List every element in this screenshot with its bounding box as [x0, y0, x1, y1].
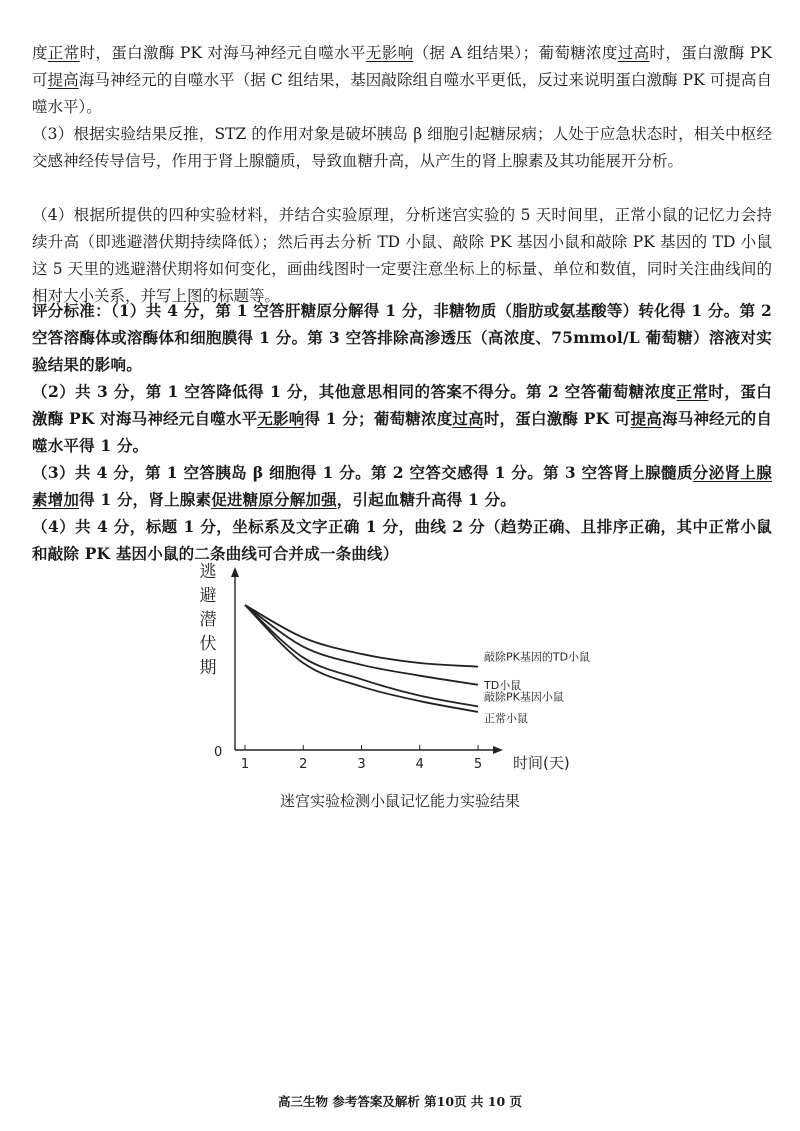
- x-tick-label: 2: [299, 757, 308, 772]
- text: 得 1 分；葡萄糖浓度: [304, 409, 453, 428]
- text: 海马神经元的自噬水平（据 C 组结果，基因敲除组自噬水平更低，反过来说明蛋白激酶 PK 可提高自噬水平）。: [32, 71, 772, 116]
- memory-latency-chart: [180, 555, 620, 815]
- scoring-criteria-1: 评分标准：（1）共 4 分，第 1 空答肝糖原分解得 1 分，非糖物质（脂肪或氨基酸等）转化得 1 分。第 2 空答溶酶体或溶酶体和细胞膜得 1 分。第 3 空答排除高渗透压（高浓度、75mmol/L 葡萄糖）溶液对实验结果的影响。: [32, 301, 772, 374]
- y-axis-label-char: 潜: [199, 610, 217, 630]
- text: 时，蛋白激酶 PK 对海马神经元自噬水平: [32, 382, 772, 428]
- scoring-criteria-3: [32, 459, 772, 513]
- answer-paragraph-4: （4）根据所提供的四种实验材料，并结合实验原理，分析迷宫实验的 5 天时间里，正常小鼠的记忆力会持续升高（即逃避潜伏期持续降低）；然后再去分析 TD 小鼠、敲除 PK 基因小鼠和敲除 PK 基因的 TD 小鼠这 5 天里的逃避潜伏期将如何变化，画曲线图时一定要注意坐标上的标量、单位和数值，同时关注曲线间的相对大小关系，并写上图的标题等。: [32, 206, 772, 305]
- text: （据 A 组结果）；葡萄糖浓度: [413, 44, 618, 62]
- answer-paragraph-2-continued: [32, 40, 772, 121]
- x-tick-label: 1: [240, 757, 250, 772]
- scoring-criteria-4: （4）共 4 分，标题 1 分，坐标系及文字正确 1 分，曲线 2 分（趋势正确、且排序正确，其中正常小鼠和敲除 PK 基因小鼠的二条曲线可合并成一条曲线）: [32, 517, 772, 563]
- underlined-text: 过高: [617, 44, 650, 62]
- series-label: 敲除PK基因小鼠: [484, 690, 564, 704]
- x-axis-label: 时间(天): [513, 754, 570, 772]
- text: 时，蛋白激酶 PK 对海马神经元自噬水平: [79, 44, 366, 62]
- chart-svg: [180, 555, 620, 815]
- text: （3）共 4 分，第 1 空答胰岛 β 细胞得 1 分。第 2 空答交感得 1 分。第 3 空答肾上腺髓质: [32, 463, 693, 482]
- scoring-criteria-2: [32, 378, 772, 459]
- text: 海马神经元的自噬水平得 1 分。: [32, 409, 773, 455]
- text: ，引起血糖升高得 1 分。: [336, 490, 516, 509]
- x-tick-label: 4: [415, 757, 424, 772]
- underlined-text: 促进糖原分解加强: [211, 490, 337, 509]
- y-axis-label-char: 逃: [199, 562, 217, 582]
- underlined-text: 无影响: [365, 44, 414, 62]
- text: 时，蛋白激酶 PK 可: [483, 409, 631, 428]
- x-tick-label: 3: [357, 757, 366, 772]
- underlined-text: 正常: [676, 382, 709, 401]
- series-line: [245, 605, 478, 685]
- series-line: [245, 605, 478, 667]
- series-label: 敲除PK基因的TD小鼠: [484, 650, 591, 664]
- text: （2）共 3 分，第 1 空答降低得 1 分，其他意思相同的答案不得分。第 2 空答葡萄糖浓度: [32, 382, 677, 401]
- text: 度: [32, 44, 48, 62]
- text: 得 1 分，肾上腺素: [79, 490, 212, 509]
- underlined-text: 分泌肾上腺素增加: [32, 463, 772, 509]
- series-line: [245, 605, 478, 712]
- series-line: [245, 605, 478, 707]
- page-footer: 高三生物 参考答案及解析 第10页 共 10 页: [277, 1094, 523, 1109]
- underlined-text: 正常: [47, 44, 80, 62]
- text: 时，蛋白激酶 PK 可: [32, 44, 772, 89]
- y-axis-label-char: 期: [199, 658, 217, 678]
- underlined-text: 提高: [630, 409, 663, 428]
- origin-label: 0: [214, 745, 223, 760]
- y-axis-arrow: [231, 567, 239, 577]
- series-label: 正常小鼠: [484, 711, 528, 725]
- series-label: TD小鼠: [484, 678, 522, 692]
- answer-paragraph-3: （3）根据实验结果反推，STZ 的作用对象是破坏胰岛 β 细胞引起糖尿病；人处于应急状态时，相关中枢经交感神经传导信号，作用于肾上腺髓质，导致血糖升高，从产生的肾上腺素及其功能展开分析。: [32, 125, 772, 170]
- x-axis-arrow: [493, 746, 503, 754]
- y-axis-label-char: 伏: [199, 634, 217, 654]
- underlined-text: 无影响: [257, 409, 305, 428]
- underlined-text: 过高: [452, 409, 484, 428]
- y-axis-label-char: 避: [199, 586, 217, 606]
- underlined-text: 提高: [47, 71, 79, 89]
- x-tick-label: 5: [473, 757, 483, 772]
- chart-title: 迷宫实验检测小鼠记忆能力实验结果: [279, 792, 520, 810]
